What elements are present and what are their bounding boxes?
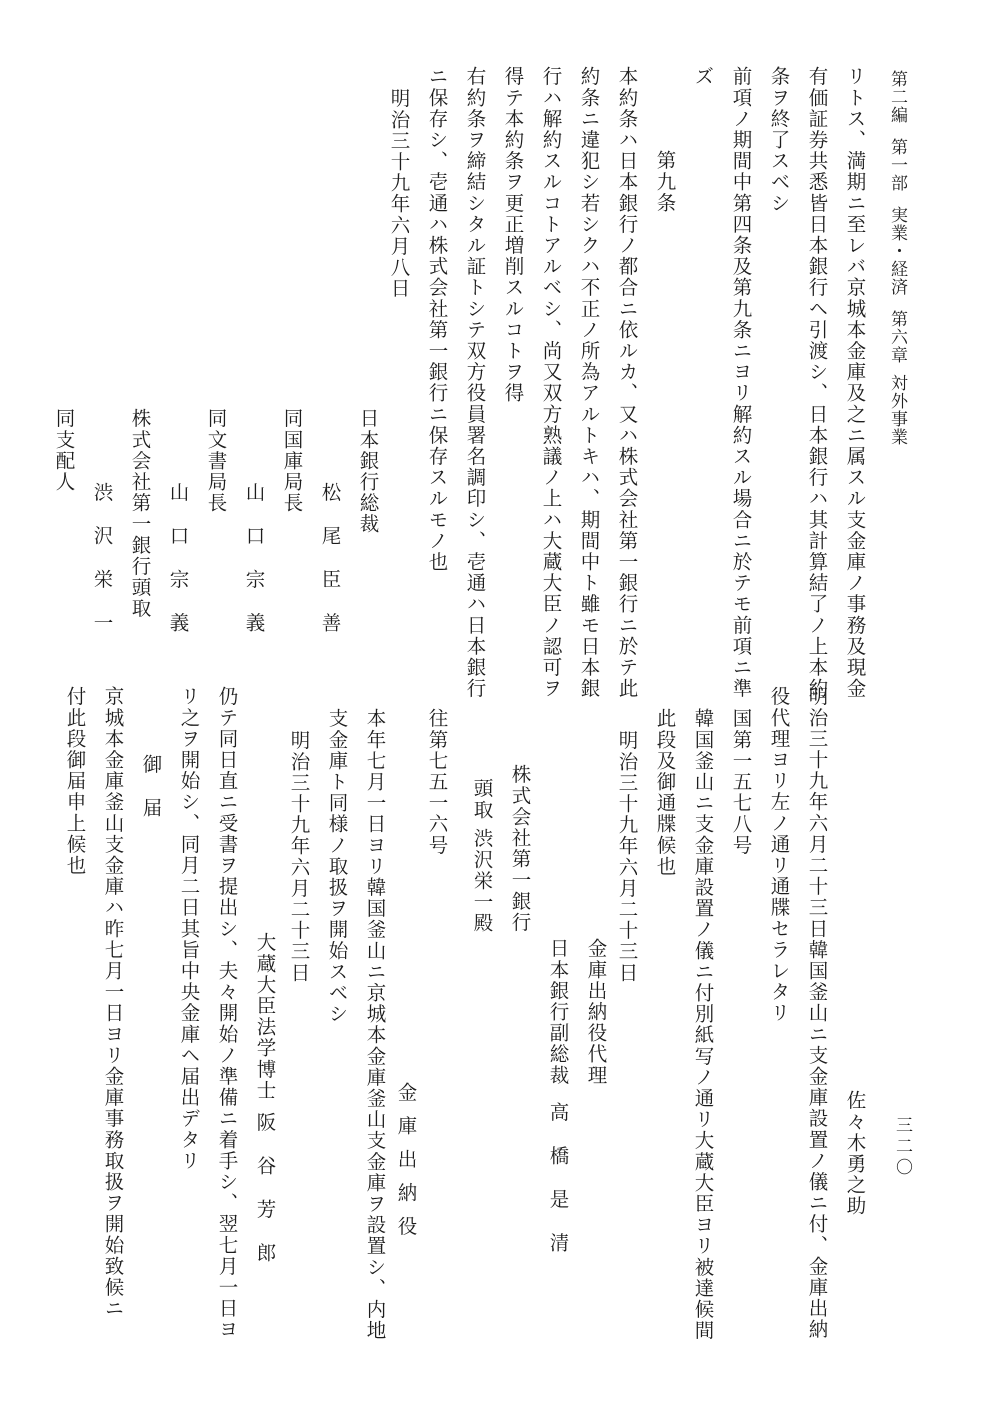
signature-title: 大蔵大臣法学博士 — [253, 932, 277, 1101]
body-line: 約条ニ違犯シ若シクハ不正ノ所為アルトキハ、期間中ト雖モ日本銀 — [577, 66, 601, 699]
header-part: 第二編 — [887, 70, 907, 124]
body-line: 本年七月一日ヨリ韓国釜山ニ京城本金庫釜山支金庫ヲ設置シ、内地 — [363, 708, 387, 1341]
body-line: 行ハ解約スルコトアルベシ、尚又双方熟議ノ上ハ大蔵大臣ノ認可ヲ — [539, 66, 563, 699]
signature-title: 金庫出納役代理 — [584, 938, 608, 1086]
signature-title: 同文書局長 — [204, 408, 228, 514]
signature-name: 阪谷芳郎 — [253, 1112, 277, 1286]
body-line: 得テ本約条ヲ更正増削スルコトヲ得 — [501, 66, 525, 404]
header-part: 対外事業 — [887, 374, 907, 446]
body-line: 此段及御通牒候也 — [653, 708, 677, 877]
signature-title: 日本銀行副総裁 — [546, 938, 570, 1086]
doc-number: 往第七五一六号 — [425, 708, 449, 856]
body-line: 付此段御届申上候也 — [63, 686, 87, 876]
signature-title: 同支配人 — [52, 408, 76, 493]
header-part: 第一部 — [887, 138, 907, 192]
signature-name: 高橋是清 — [546, 1102, 570, 1276]
body-line: 支金庫ト同様ノ取扱ヲ開始スベシ — [325, 708, 349, 1025]
signature-name: 佐々木勇之助 — [843, 1090, 867, 1217]
signature-title: 日本銀行総裁 — [356, 408, 380, 535]
body-line: 右約条ヲ締結シタル証トシテ双方役員署名調印シ、壱通ハ日本銀行 — [463, 66, 487, 699]
body-line: 明治三十九年六月二十三日韓国釜山ニ支金庫設置ノ儀ニ付、金庫出納 — [805, 686, 829, 1341]
body-line: 仍テ同日直ニ受書ヲ提出シ、夫々開始ノ準備ニ着手シ、翌七月一日ヨ — [215, 686, 239, 1341]
signature-title: 同国庫局長 — [280, 408, 304, 514]
body-line: 条ヲ終了スベシ — [767, 66, 791, 214]
date-line: 明治三十九年六月八日 — [387, 88, 411, 299]
body-line: 韓国釜山ニ支金庫設置ノ儀ニ付別紙写ノ通リ大蔵大臣ヨリ被達候間 — [691, 708, 715, 1341]
header-part: 第六章 — [887, 310, 907, 364]
doc-number: 国第一五七八号 — [729, 708, 753, 856]
signature-name: 松尾臣善 — [318, 482, 342, 656]
page-number: 三二〇 — [892, 1116, 912, 1179]
notice-heading: 御届 — [139, 754, 163, 841]
date-line: 明治三十九年六月二十三日 — [615, 730, 639, 984]
signature-name: 渋沢栄一 — [90, 482, 114, 656]
signature-title: 株式会社第一銀行頭取 — [128, 408, 152, 619]
signature-name: 山口宗義 — [242, 482, 266, 656]
body-line: 前項ノ期間中第四条及第九条ニヨリ解約スル場合ニ於テモ前項ニ準 — [729, 66, 753, 699]
signature-title: 金庫出納役 — [394, 1082, 418, 1250]
body-line: 京城本金庫釜山支金庫ハ昨七月一日ヨリ金庫事務取扱ヲ開始致候ニ — [101, 686, 125, 1319]
body-line: ズ — [691, 66, 715, 88]
body-line: リ之ヲ開始シ、同月二日其旨中央金庫ヘ届出デタリ — [177, 686, 201, 1172]
body-line: 有価証券共悉皆日本銀行ヘ引渡シ、日本銀行ハ其計算結了ノ上本約 — [805, 66, 829, 699]
addressee: 頭取 渋沢栄一殿 — [470, 778, 494, 934]
running-header — [888, 70, 905, 446]
body-line: 役代理ヨリ左ノ通リ通牒セラレタリ — [767, 686, 791, 1024]
date-line: 明治三十九年六月二十三日 — [287, 730, 311, 984]
body-line: リトス、満期ニ至レバ京城本金庫及之ニ属スル支金庫ノ事務及現金 — [843, 66, 867, 699]
body-line: ニ保存シ、壱通ハ株式会社第一銀行ニ保存スルモノ也 — [425, 66, 449, 573]
signature-name: 山口宗義 — [166, 482, 190, 656]
article-heading: 第九条 — [653, 150, 677, 214]
addressee: 株式会社第一銀行 — [508, 764, 532, 933]
header-part: 実業・経済 — [887, 206, 907, 296]
body-line: 本約条ハ日本銀行ノ都合ニ依ルカ、又ハ株式会社第一銀行ニ於テ此 — [615, 66, 639, 699]
